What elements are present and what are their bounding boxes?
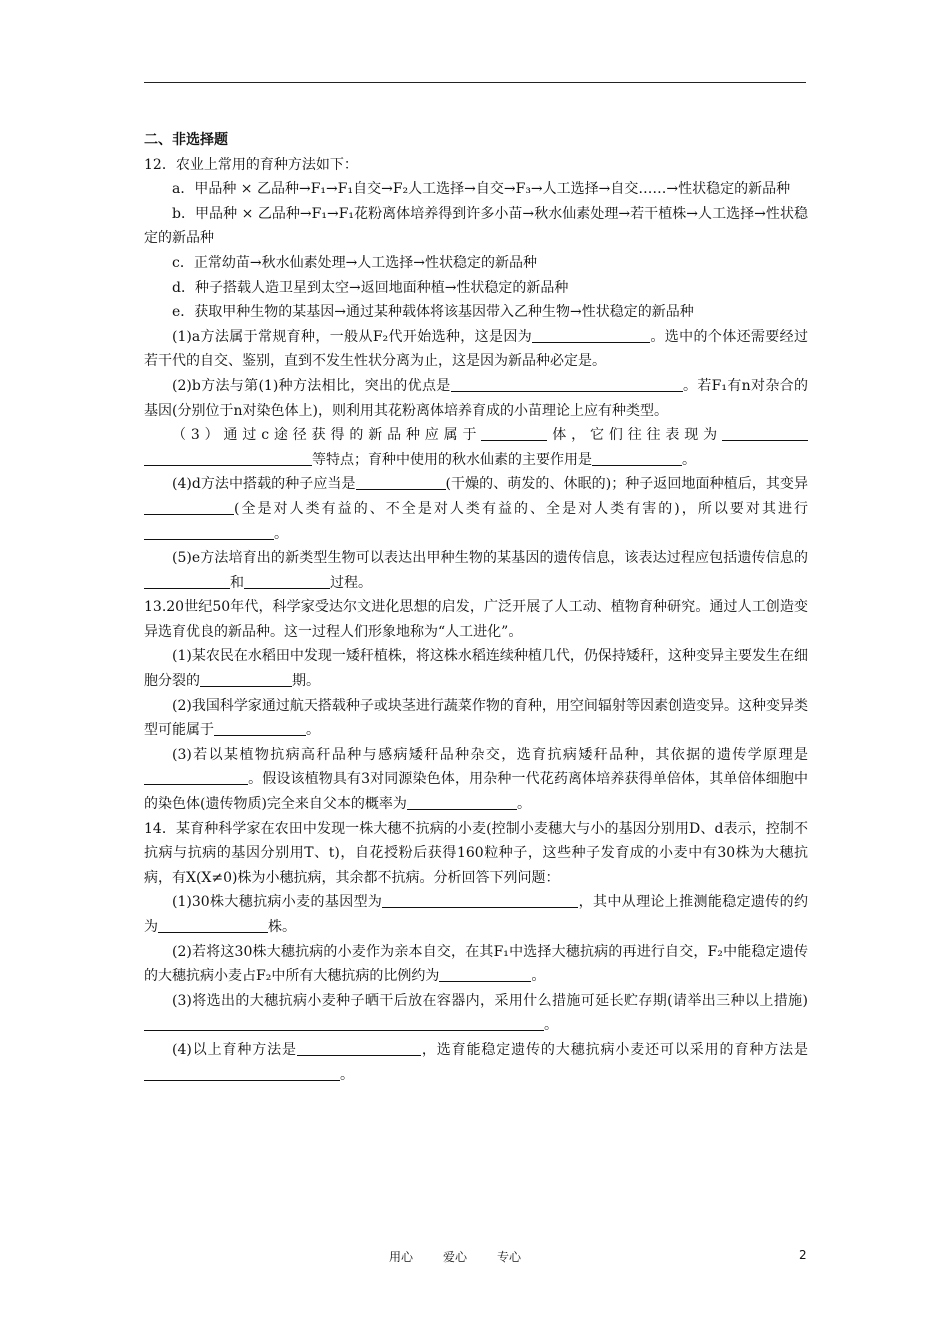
answer-blank[interactable] [144, 574, 230, 589]
q12-sub3: （3）通过c途径获得的新品种应属于 体，它们往往表现为等特点；育种中使用的秋水仙素的主要作用是 。 [144, 423, 808, 472]
answer-blank[interactable] [407, 795, 517, 810]
footer-motto-2: 爱心 [443, 1250, 468, 1264]
answer-blank[interactable] [200, 672, 292, 687]
answer-blank[interactable] [532, 328, 650, 343]
answer-blank[interactable] [356, 475, 446, 490]
method-d: d．种子搭载人造卫星到太空→返回地面种植→性状稳定的新品种 [172, 279, 569, 296]
question-12-intro: 12．农业上常用的育种方法如下： [144, 156, 358, 173]
answer-blank[interactable] [382, 893, 578, 908]
q12-sub1: (1)a方法属于常规育种，一般从F₂代开始选种，这是因为 。选中的个体还需要经过若干代的自交、鉴别，直到不发生性状分离为止，这是因为新品种必定是。 [144, 328, 809, 370]
question-13-intro: 13.20世纪50年代，科学家受达尔文进化思想的启发，广泛开展了人工动、植物育种研究。通过人工创造变异选育优良的新品种。这一过程人们形象地称为“人工进化”。 [144, 599, 808, 640]
section-title: 二、非选择题 [144, 132, 228, 148]
q14-sub4: (4)以上育种方法是 ，选育能稳定遗传的大穗抗病小麦还可以采用的育种方法是。 [144, 1038, 808, 1087]
method-c: c．正常幼苗→秋水仙素处理→人工选择→性状稳定的新品种 [172, 254, 538, 271]
page-number: 2 [799, 1248, 807, 1262]
answer-blank[interactable] [144, 451, 312, 466]
question-14-intro: 14．某育种科学家在农田中发现一株大穗不抗病的小麦(控制小麦穗大与小的基因分别用D、d表示，控制不抗病与抗病的基因分别用T、t)，自花授粉后获得160粒种子，这些种子发育成的小麦中有30株为大穗抗病，有X(X≠0)株为小穗抗病，其余都不抗病。分析回答下列问题： [144, 820, 808, 886]
q14-sub3: (3)将选出的大穗抗病小麦种子晒干后放在容器内，采用什么措施可延长贮存期(请举出三种以上措施)。 [144, 989, 808, 1038]
q12-sub4: (4)d方法中搭载的种子应当是 (干燥的、萌发的、休眠的)；种子返回地面种植后，其变异(全是对人类有益的、不全是对人类有益的、全是对人类有害的)，所以要对其进行。 [144, 472, 808, 546]
answer-blank[interactable] [214, 721, 306, 736]
answer-blank[interactable] [144, 1016, 544, 1031]
q12-sub5: (5)e方法培育出的新类型生物可以表达出甲种生物的某基因的遗传信息，该表达过程应包括遗传信息的和 过程。 [144, 546, 808, 595]
method-e: e．获取甲种生物的某基因→通过某种载体将该基因带入乙种生物→性状稳定的新品种 [172, 304, 694, 321]
answer-blank[interactable] [144, 1066, 340, 1081]
answer-blank[interactable] [144, 525, 274, 540]
footer-motto-1: 用心 [389, 1250, 414, 1264]
footer-motto-3: 专心 [497, 1250, 522, 1264]
q13-sub3: (3)若以某植物抗病高秆品种与感病矮秆品种杂交，选育抗病矮秆品种，其依据的遗传学原理是。假设该植物具有3对同源染色体，用杂种一代花药离体培养获得单倍体，其单倍体细胞中的染色体(遗传物质)完全来自父本的概率为 。 [144, 746, 808, 813]
footer-motto [389, 1248, 551, 1265]
answer-blank[interactable] [244, 574, 330, 589]
answer-blank[interactable] [144, 770, 248, 785]
q14-sub2: (2)若将这30株大穗抗病的小麦作为亲本自交，在其F₁中选择大穗抗病的再进行自交，F₂中能稳定遗传的大穗抗病小麦占F₂中所有大穗抗病的比例约为 。 [144, 943, 808, 985]
q12-sub2: (2)b方法与第(1)种方法相比，突出的优点是 。若F₁有n对杂合的基因(分别位于n对染色体上)，则利用其花粉离体培养育成的小苗理论上应有种类型。 [144, 377, 809, 419]
method-b: b．甲品种 × 乙品种→F₁→F₁花粉离体培养得到许多小苗→秋水仙素处理→若干植株→人工选择→性状稳定的新品种 [144, 205, 808, 247]
document-body [144, 128, 808, 1087]
answer-blank[interactable] [297, 1041, 421, 1056]
answer-blank[interactable] [144, 500, 234, 515]
answer-blank[interactable] [451, 377, 683, 392]
q14-sub1: (1)30株大穗抗病小麦的基因型为 ，其中从理论上推测能稳定遗传的约为 株。 [144, 894, 809, 935]
method-a: a．甲品种 × 乙品种→F₁→F₁自交→F₂人工选择→自交→F₃→人工选择→自交……→性状稳定的新品种 [172, 181, 791, 198]
answer-blank[interactable] [439, 967, 531, 982]
answer-blank[interactable] [481, 426, 547, 441]
q13-sub2: (2)我国科学家通过航天搭载种子或块茎进行蔬菜作物的育种，用空间辐射等因素创造变异。这种变异类型可能属于 。 [144, 697, 808, 739]
page-footer [0, 1248, 950, 1268]
header-rule [144, 82, 806, 83]
answer-blank[interactable] [592, 451, 682, 466]
answer-blank[interactable] [158, 918, 268, 933]
answer-blank[interactable] [722, 426, 808, 441]
q13-sub1: (1)某农民在水稻田中发现一矮秆植株，将这株水稻连续种植几代，仍保持矮秆，这种变异主要发生在细胞分裂的 期。 [144, 648, 808, 690]
